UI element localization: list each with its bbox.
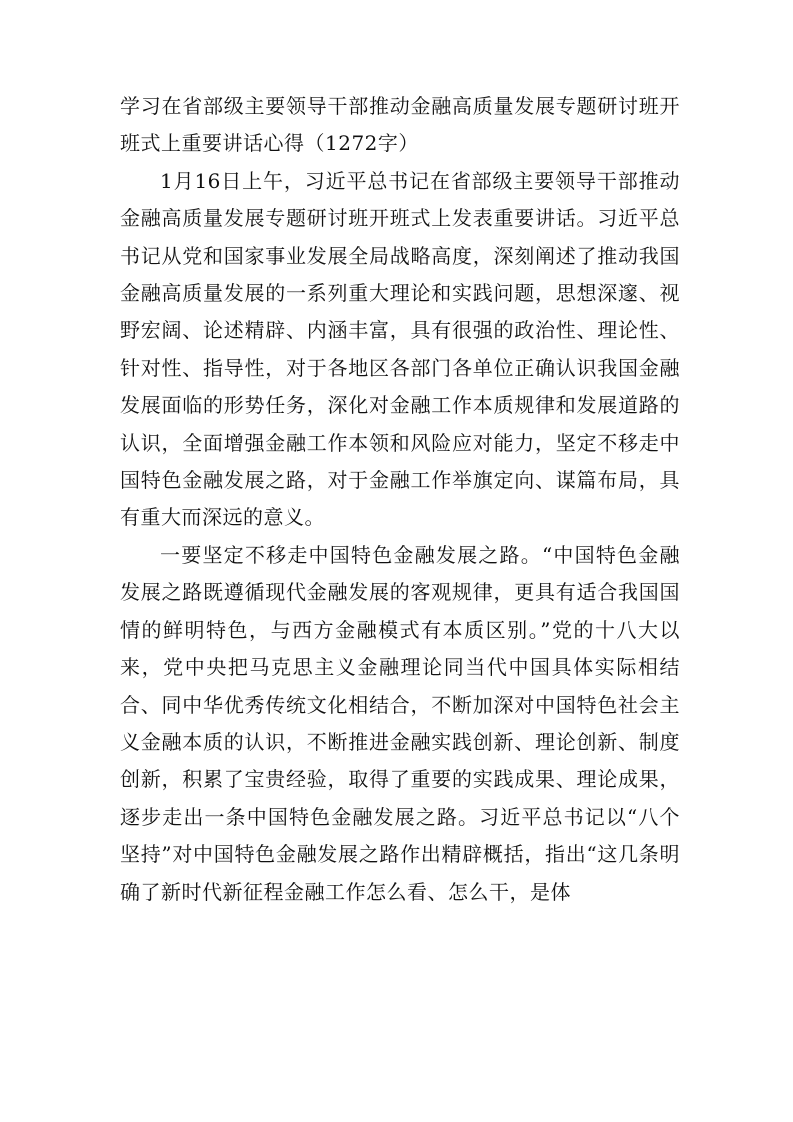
document-body: [120, 88, 680, 911]
document-title: 学习在省部级主要领导干部推动金融高质量发展专题研讨班开班式上重要讲话心得（1272字）: [120, 94, 680, 156]
paragraph-intro: 1月16日上午，习近平总书记在省部级主要领导干部推动金融高质量发展专题研讨班开班式上发表重要讲话。习近平总书记从党和国家事业发展全局战略高度，深刻阐述了推动我国金融高质量发展的一系列重大理论和实践问题，思想深邃、视野宏阔、论述精辟、内涵丰富，具有很强的政治性、理论性、针对性、指导性，对于各地区各部门各单位正确认识我国金融发展面临的形势任务，深化对金融工作本质规律和发展道路的认识，全面增强金融工作本领和风险应对能力，坚定不移走中国特色金融发展之路，对于金融工作举旗定向、谋篇布局，具有重大而深远的意义。: [120, 168, 680, 530]
paragraph-point-one: 一要坚定不移走中国特色金融发展之路。“中国特色金融发展之路既遵循现代金融发展的客观规律，更具有适合我国国情的鲜明特色，与西方金融模式有本质区别。”党的十八大以来，党中央把马克思主义金融理论同当代中国具体实际相结合、同中华优秀传统文化相结合，不断加深对中国特色社会主义金融本质的认识，不断推进金融实践创新、理论创新、制度创新，积累了宝贵经验，取得了重要的实践成果、理论成果，逐步走出一条中国特色金融发展之路。习近平总书记以“八个坚持”对中国特色金融发展之路作出精辟概括，指出“这几条明确了新时代新征程金融工作怎么看、怎么干，是体: [120, 542, 680, 904]
